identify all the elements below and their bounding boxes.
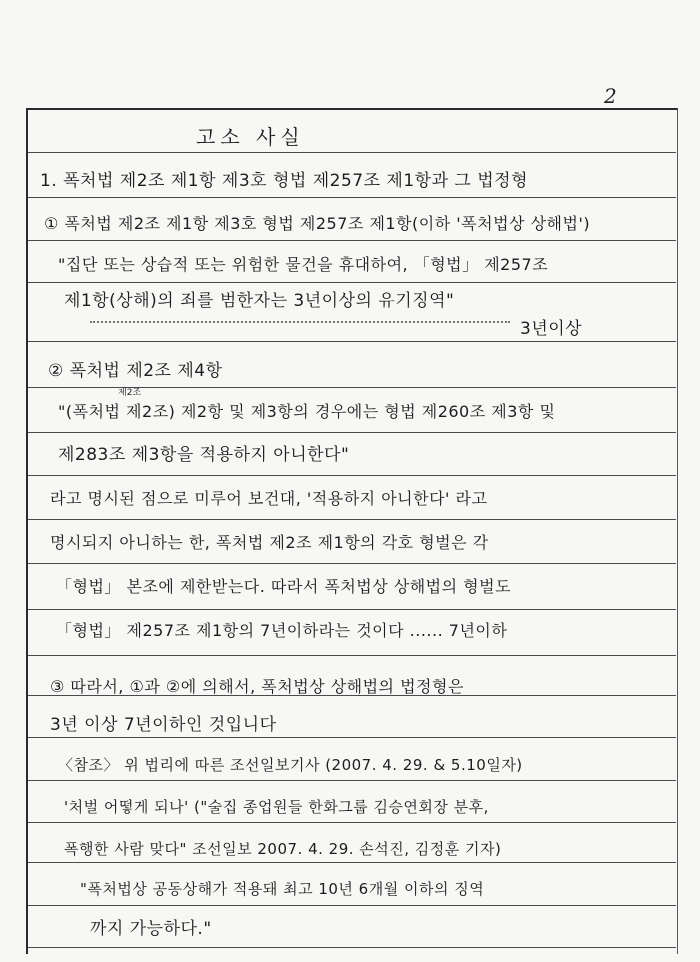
ruled-line	[28, 609, 676, 610]
ruled-line	[28, 432, 676, 433]
text-line: 명시되지 아니하는 한, 폭처법 제2조 제1항의 각호 형벌은 각	[50, 533, 489, 552]
text-line: 「형법」 본조에 제한받는다. 따라서 폭처법상 상해법의 형벌도	[56, 577, 512, 596]
text-line: 3년이상	[520, 319, 583, 339]
ruled-line	[28, 519, 676, 520]
ruled-line	[28, 862, 676, 863]
dotted-leader	[90, 321, 510, 323]
text-line: "폭처법상 공동상해가 적용돼 최고 10년 6개월 이하의 징역	[80, 880, 485, 898]
ruled-line	[28, 197, 676, 198]
text-line: ② 폭처법 제2조 제4항	[48, 361, 223, 381]
ruled-line	[28, 240, 676, 241]
page-number: 2	[604, 84, 617, 108]
ruled-line	[28, 822, 676, 823]
text-line: 「형법」 제257조 제1항의 7년이하라는 것이다 ...... 7년이하	[56, 621, 508, 640]
ruled-line	[28, 475, 676, 476]
text-line: "집단 또는 상습적 또는 위험한 물건을 휴대하여, 「형법」 제257조	[58, 255, 549, 274]
ruled-line	[28, 947, 676, 948]
text-line: ③ 따라서, ①과 ②에 의해서, 폭처법상 상해법의 법정형은	[50, 677, 464, 696]
text-line: 제283조 제3항을 적용하지 아니한다"	[58, 445, 350, 465]
ruled-line	[28, 152, 676, 153]
text-line: 라고 명시된 점으로 미루어 보건대, '적용하지 아니한다' 라고	[50, 489, 488, 508]
text-line: "(폭처법 제2조) 제2항 및 제3항의 경우에는 형법 제260조 제3항 및	[58, 402, 556, 421]
ruled-line	[28, 780, 676, 781]
text-line: 까지 가능하다."	[90, 919, 212, 939]
text-line: 폭행한 사람 맞다" 조선일보 2007. 4. 29. 손석진, 김정훈 기자)	[64, 840, 502, 858]
text-line: 〈참조〉 위 법리에 따른 조선일보기사 (2007. 4. 29. & 5.10일자)	[58, 756, 523, 774]
ruled-line	[28, 563, 676, 564]
ruled-line	[28, 737, 676, 738]
text-line: '처벌 어떻게 되나' ("술집 종업원들 한화그룹 김승연회장 분후,	[64, 798, 489, 816]
section-heading: 1. 폭처법 제2조 제1항 제3호 형법 제257조 제1항과 그 법정형	[40, 171, 529, 191]
text-line: 3년 이상 7년이하인 것입니다	[50, 715, 277, 735]
ruled-line	[28, 341, 676, 342]
ruled-line	[28, 905, 676, 906]
text-line: ① 폭처법 제2조 제1항 제3호 형법 제257조 제1항(이하 '폭처법상 상해법')	[44, 214, 591, 233]
superscript-note: 제2조	[118, 388, 142, 398]
ruled-line	[28, 655, 676, 656]
document-title: 고소 사실	[196, 125, 305, 149]
text-line: 제1항(상해)의 죄를 범한자는 3년이상의 유기징역"	[64, 291, 455, 311]
ruled-line	[28, 282, 676, 283]
